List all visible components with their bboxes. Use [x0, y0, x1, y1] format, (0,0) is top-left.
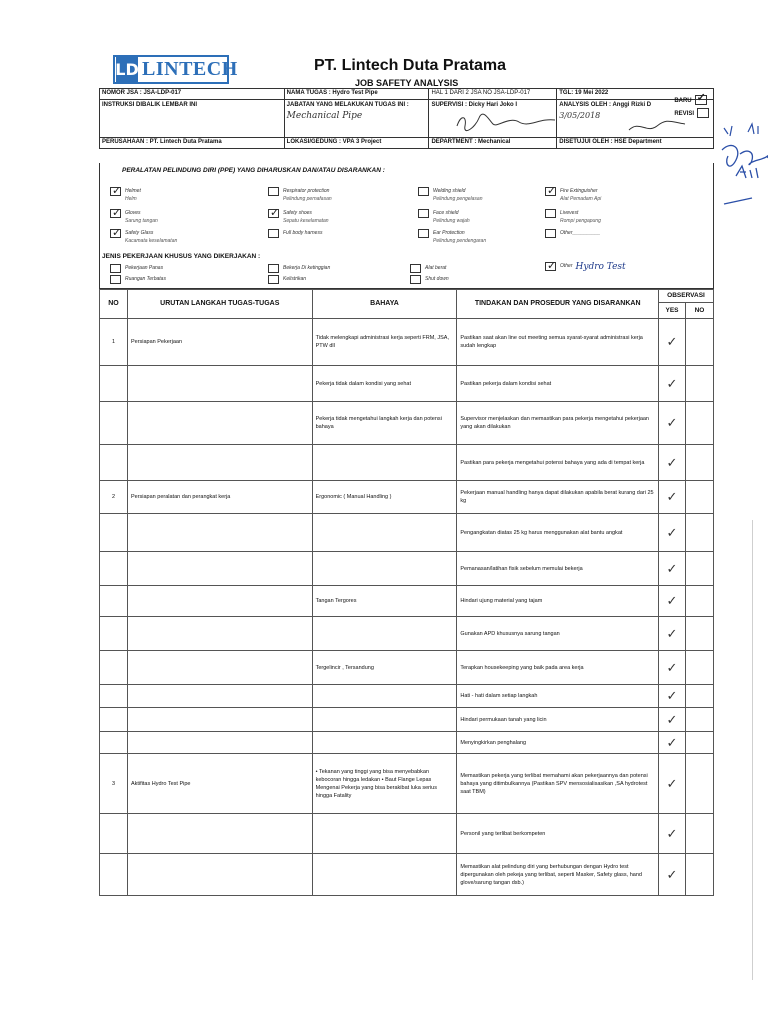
special-other[interactable]: ✓ Other Hydro Test — [545, 262, 626, 272]
row-action: Terapkan housekeeping yang baik pada area kerja — [457, 651, 659, 685]
table-row — [100, 402, 714, 445]
row-step — [127, 708, 312, 732]
jsa-info-table — [99, 88, 714, 149]
row-action: Memastikan pekerja yang terlibat memahami akan pekerjaannya dan potensi bahaya yang ditimbulkannya (Pastikan SPV mensosialisasikan ,SA hydrotest saat TBM) — [457, 754, 659, 814]
row-action: Hati - hati dalam setiap langkah — [457, 685, 659, 708]
lokasi: LOKASI/GEDUNG : VPA 3 Project — [284, 138, 429, 149]
row-observation-no[interactable] — [685, 854, 713, 896]
row-action: Hindari permukaan tanah yang licin — [457, 708, 659, 732]
ppe-safety-shoes[interactable]: ✓ Safety shoes Sepatu keselamatan — [268, 209, 329, 225]
row-hazard: Pekerja tidak mengetahui langkah kerja dan potensi bahaya — [312, 402, 457, 445]
row-number: 2 — [100, 481, 128, 514]
logo-text: LINTECH — [142, 58, 238, 80]
tanggal: TGL: 19 Mei 2022 BARU✓ REVISI — [557, 89, 714, 100]
row-number — [100, 366, 128, 402]
row-action: Pastikan saat akan line out meeting semua syarat-syarat administrasi kerja sudah lengkap — [457, 319, 659, 366]
row-hazard: • Tekanan yang tinggi yang bisa menyebabkan kebocoran hingga ledakan • Baut Flange Lepas Mengenai Pekerja yang bisa berakibat luka serius hingga Fatality — [312, 754, 457, 814]
row-observation-no[interactable] — [685, 754, 713, 814]
row-hazard — [312, 732, 457, 754]
row-action: Memastikan alat pelindung diri yang berhubungan dengan Hydro test dipergunakan oleh pekeja yang terlibat, seperti Masker, Safety glass, hand glove/sarung tangan dsb.) — [457, 854, 659, 896]
checkbox[interactable] — [418, 209, 429, 218]
row-number — [100, 708, 128, 732]
row-observation-no[interactable] — [685, 617, 713, 651]
checkbox[interactable] — [110, 229, 121, 238]
row-number: 3 — [100, 754, 128, 814]
col-action: TINDAKAN DAN PROSEDUR YANG DISARANKAN — [457, 290, 659, 319]
row-observation-no[interactable] — [685, 366, 713, 402]
row-number — [100, 617, 128, 651]
row-step — [127, 514, 312, 552]
halaman: HAL 1 DARI 2 JSA NO JSA-LDP-017 — [429, 89, 557, 100]
row-step — [127, 402, 312, 445]
checkbox[interactable] — [268, 229, 279, 238]
row-number — [100, 514, 128, 552]
table-row — [100, 854, 714, 896]
row-step — [127, 617, 312, 651]
row-number — [100, 651, 128, 685]
checkbox[interactable] — [110, 264, 121, 273]
row-step: Persiapan Pekerjaan — [127, 319, 312, 366]
row-observation-no[interactable] — [685, 481, 713, 514]
row-observation-no[interactable] — [685, 685, 713, 708]
special-work-title: JENIS PEKERJAAN KHUSUS YANG DIKERJAKAN : — [102, 253, 261, 260]
row-hazard: Tangan Tergores — [312, 586, 457, 617]
special-ruangan-terbatas[interactable]: Ruangan Terbatas — [110, 275, 166, 284]
row-number — [100, 445, 128, 481]
ppe-face-shield[interactable]: Face shield Pelindung wajah — [418, 209, 470, 225]
row-number — [100, 402, 128, 445]
disetujui: DISETUJUI OLEH : HSE Department — [557, 138, 714, 149]
analysis-oleh: ANALYSIS OLEH : Anggi Rizki D 3/05/2018 — [557, 100, 714, 138]
supervisor-signature — [449, 112, 559, 132]
checkbox[interactable] — [110, 209, 121, 218]
table-row — [100, 514, 714, 552]
ppe-full-body-harness[interactable]: Full body harness — [268, 229, 322, 238]
row-observation-no[interactable] — [685, 586, 713, 617]
special-ketinggian[interactable]: Bekerja Di ketinggian — [268, 264, 330, 273]
row-observation-no[interactable] — [685, 732, 713, 754]
row-observation-no[interactable] — [685, 319, 713, 366]
table-row — [100, 732, 714, 754]
checkbox[interactable] — [110, 187, 121, 196]
row-observation-yes[interactable]: ✓ — [659, 617, 686, 651]
row-number — [100, 854, 128, 896]
row-observation-no[interactable] — [685, 651, 713, 685]
table-row — [100, 708, 714, 732]
analysis-date: 3/05/2018 — [559, 111, 601, 120]
checkbox[interactable] — [110, 275, 121, 284]
checkbox[interactable] — [545, 229, 556, 238]
row-observation-yes[interactable]: ✓ — [659, 685, 686, 708]
row-observation-yes[interactable]: ✓ — [659, 732, 686, 754]
special-shut-down[interactable]: Shut down — [410, 275, 449, 284]
row-action: Supervisor menjelaskan dan memastikan para pekerja mengetahui pekerjaan yang akan dilakukan — [457, 402, 659, 445]
row-observation-no[interactable] — [685, 814, 713, 854]
row-observation-yes[interactable]: ✓ — [659, 586, 686, 617]
row-number — [100, 552, 128, 586]
row-number — [100, 586, 128, 617]
revision-status: BARU✓ REVISI — [674, 95, 709, 121]
checkbox[interactable] — [268, 264, 279, 273]
row-observation-yes[interactable]: ✓ — [659, 854, 686, 896]
row-action: Pengangkatan diatas 25 kg harus menggunakan alat bantu angkat — [457, 514, 659, 552]
special-kelistrikan[interactable]: Kelistrikan — [268, 275, 306, 284]
row-step — [127, 814, 312, 854]
ppe-safety-glass[interactable]: ✓ Safety Glass Kacamata keselamatan — [110, 229, 177, 245]
instruksi: INSTRUKSI DIBALIK LEMBAR INI — [100, 100, 285, 138]
row-hazard — [312, 814, 457, 854]
row-step: Persiapan peralatan dan perangkat kerja — [127, 481, 312, 514]
logo-mark-icon: LD — [116, 57, 138, 82]
checkbox[interactable] — [545, 209, 556, 218]
row-observation-no[interactable] — [685, 708, 713, 732]
company-name: PT. Lintech Duta Pratama — [314, 57, 507, 74]
jabatan: JABATAN YANG MELAKUKAN TUGAS INI : Mechanical Pipe — [284, 100, 429, 138]
row-step — [127, 366, 312, 402]
row-observation-yes[interactable]: ✓ — [659, 651, 686, 685]
ppe-section — [99, 163, 714, 289]
row-observation-no[interactable] — [685, 445, 713, 481]
jabatan-value: Mechanical Pipe — [286, 111, 363, 121]
row-number — [100, 732, 128, 754]
row-observation-yes[interactable]: ✓ — [659, 481, 686, 514]
nama-tugas: NAMA TUGAS : Hydro Test Pipe — [284, 89, 429, 100]
special-other-value: Hydro Test — [575, 262, 626, 272]
row-number — [100, 685, 128, 708]
table-row — [100, 586, 714, 617]
supervisi: SUPERVISI : Dicky Hari Joko I — [429, 100, 557, 138]
row-observation-yes[interactable]: ✓ — [659, 402, 686, 445]
row-observation-yes[interactable]: ✓ — [659, 319, 686, 366]
row-observation-no[interactable] — [685, 552, 713, 586]
ppe-welding-shield[interactable]: Welding shield Pelindung pengelasan — [418, 187, 483, 203]
row-hazard — [312, 552, 457, 586]
ppe-respirator[interactable]: Respirator protection Pelindung pernafasan — [268, 187, 332, 203]
row-number — [100, 814, 128, 854]
row-step — [127, 685, 312, 708]
ppe-helmet[interactable]: ✓ Helmet Helm — [110, 187, 141, 203]
checkbox[interactable] — [418, 229, 429, 238]
special-alat-berat[interactable]: Alat berat — [410, 264, 446, 273]
col-yes: YES — [659, 303, 686, 319]
row-action: Personil yang terlibat berkompeten — [457, 814, 659, 854]
row-hazard: Ergonomic ( Manual Handling ) — [312, 481, 457, 514]
row-hazard — [312, 617, 457, 651]
checkbox[interactable] — [410, 264, 421, 273]
table-row — [100, 319, 714, 366]
row-action: Pastikan para pekerja mengetahui potensi bahaya yang ada di tempat kerja — [457, 445, 659, 481]
col-hazard: BAHAYA — [312, 290, 457, 319]
checkbox[interactable] — [545, 187, 556, 196]
table-row — [100, 366, 714, 402]
table-row — [100, 617, 714, 651]
checkbox[interactable] — [410, 275, 421, 284]
row-observation-yes[interactable]: ✓ — [659, 445, 686, 481]
department: DEPARTMENT : Mechanical — [429, 138, 557, 149]
ppe-fire-extinguisher[interactable]: ✓ Fire Extinguisher Alat Pemadam Api — [545, 187, 601, 203]
ppe-ear-protection[interactable]: Ear Protection Pelindung pendengaran — [418, 229, 486, 245]
ppe-gloves[interactable]: ✓ Gloves Sarung tangan — [110, 209, 158, 225]
col-step: URUTAN LANGKAH TUGAS-TUGAS — [127, 290, 312, 319]
row-step — [127, 732, 312, 754]
row-step: Aktifitas Hydro Test Pipe — [127, 754, 312, 814]
row-hazard — [312, 445, 457, 481]
row-hazard: Tidak melengkapi administrasi kerja seperti FRM, JSA, PTW dll — [312, 319, 457, 366]
row-observation-yes[interactable]: ✓ — [659, 708, 686, 732]
checkbox[interactable] — [418, 187, 429, 196]
table-row — [100, 814, 714, 854]
nomor-jsa: NOMOR JSA : JSA-LDP-017 — [100, 89, 285, 100]
col-observasi: OBSERVASI — [659, 290, 714, 303]
ppe-other[interactable]: Other__________ — [545, 229, 600, 238]
row-step — [127, 586, 312, 617]
row-observation-yes[interactable]: ✓ — [659, 754, 686, 814]
company-logo — [113, 55, 238, 84]
table-row — [100, 754, 714, 814]
perusahaan: PERUSAHAAN : PT. Lintech Duta Pratama — [100, 138, 285, 149]
row-observation-yes[interactable]: ✓ — [659, 514, 686, 552]
row-observation-yes[interactable]: ✓ — [659, 552, 686, 586]
row-action: Gunakan APD khususnya sarung tangan — [457, 617, 659, 651]
table-body — [100, 319, 714, 896]
row-hazard: Pekerja tidak dalam kondisi yang sehat — [312, 366, 457, 402]
row-hazard: Tergelincir , Tersandung — [312, 651, 457, 685]
row-action: Hindari ujung material yang tajam — [457, 586, 659, 617]
row-hazard — [312, 685, 457, 708]
ppe-title: PERALATAN PELINDUNG DIRI (PPE) YANG DIHARUSKAN DAN/ATAU DISARANKAN : — [122, 167, 385, 174]
row-observation-yes[interactable]: ✓ — [659, 814, 686, 854]
scan-edge-line — [752, 520, 753, 980]
row-hazard — [312, 854, 457, 896]
row-number: 1 — [100, 319, 128, 366]
row-observation-no[interactable] — [685, 402, 713, 445]
checkbox[interactable] — [268, 209, 279, 218]
col-no-obs: NO — [685, 303, 713, 319]
row-step — [127, 445, 312, 481]
table-row — [100, 552, 714, 586]
table-row — [100, 651, 714, 685]
checkbox[interactable] — [268, 187, 279, 196]
row-observation-yes[interactable]: ✓ — [659, 366, 686, 402]
table-row — [100, 481, 714, 514]
table-row — [100, 445, 714, 481]
row-hazard — [312, 514, 457, 552]
row-step — [127, 552, 312, 586]
col-no: NO — [100, 290, 128, 319]
table-row — [100, 685, 714, 708]
document-title: JOB SAFETY ANALYSIS — [355, 78, 459, 88]
row-step — [127, 651, 312, 685]
checkbox[interactable] — [545, 262, 556, 271]
row-action: Menyingkirkan penghalang — [457, 732, 659, 754]
row-action: Pekerjaan manual handling hanya dapat dilakukan apabila berat kurang dari 25 kg — [457, 481, 659, 514]
checkbox[interactable] — [268, 275, 279, 284]
special-pekerjaan-panas[interactable]: Pekerjaan Panas — [110, 264, 163, 273]
jsa-steps-table — [99, 289, 714, 896]
ppe-livevest[interactable]: Livevest Rompi pengapung — [545, 209, 601, 225]
row-action: Pemanasan/latihan fisik sebelum memulai bekerja — [457, 552, 659, 586]
margin-handwritten-note — [718, 120, 768, 215]
row-observation-no[interactable] — [685, 514, 713, 552]
row-step — [127, 854, 312, 896]
row-hazard — [312, 708, 457, 732]
analyst-signature — [627, 118, 687, 136]
row-action: Pastikan pekerja dalam kondisi sehat — [457, 366, 659, 402]
